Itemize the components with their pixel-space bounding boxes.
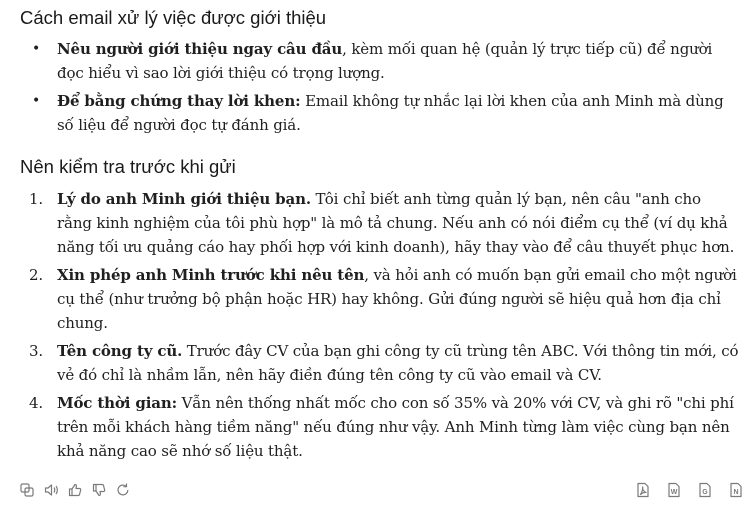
list-number: 2.	[29, 266, 44, 284]
copy-icon[interactable]	[18, 481, 36, 499]
export-google-docs-letter: G	[702, 489, 708, 496]
list-item-text: Trước đây CV của bạn ghi công ty cũ trùng tên ABC. Với thông tin mới, có vẻ đó chỉ là nhầm lẫn, nên hãy điền đúng tên công ty cũ vào email và CV.	[57, 342, 739, 384]
list-item	[20, 391, 740, 463]
section-heading-email-handling: Cách email xử lý việc được giới thiệu	[20, 7, 327, 28]
regenerate-icon[interactable]	[114, 481, 132, 499]
bullet-list	[20, 37, 740, 137]
list-item	[20, 37, 740, 85]
list-item-bold: Mốc thời gian:	[57, 394, 177, 412]
list-item-bold: Xin phép anh Minh trước khi nêu tên	[57, 266, 365, 284]
list-item-text: , và hỏi anh có muốn bạn gửi email cho một người cụ thể (như trưởng bộ phận hoặc HR) hay không. Gửi đúng người sẽ hiệu quả hơn địa chỉ chung.	[57, 266, 737, 332]
list-item-bold: Nêu người giới thiệu ngay câu đầu	[57, 40, 343, 58]
speaker-icon[interactable]	[42, 481, 60, 499]
list-item-text: Email không tự nhắc lại lời khen của anh Minh mà dùng số liệu để người đọc tự đánh giá.	[57, 92, 724, 134]
export-google-docs-icon[interactable]	[696, 481, 714, 499]
thumbs-up-icon[interactable]	[66, 481, 84, 499]
thumbs-down-icon[interactable]	[90, 481, 108, 499]
message-action-toolbar	[0, 481, 756, 501]
message-content	[20, 6, 740, 467]
export-notion-icon[interactable]	[727, 481, 745, 499]
bullet-marker: •	[32, 93, 41, 109]
list-item-text: Tôi chỉ biết anh từng quản lý bạn, nên câu "anh cho rằng kinh nghiệm của tôi phù hợp" là mô tả chung. Nếu anh có nói điểm cụ thể (ví dụ khả năng tối ưu quảng cáo hay phối hợp với kinh doanh), hãy thay vào để câu thuyết phục hơn.	[57, 190, 735, 256]
list-number: 3.	[29, 342, 44, 360]
list-item	[20, 187, 740, 259]
export-word-icon[interactable]	[665, 481, 683, 499]
list-number: 4.	[29, 394, 44, 412]
export-notion-letter: N	[733, 489, 739, 496]
numbered-list	[20, 187, 740, 463]
list-item	[20, 89, 740, 137]
export-pdf-icon[interactable]	[634, 481, 652, 499]
bullet-marker: •	[32, 41, 41, 57]
list-item-text: Vẫn nên thống nhất mốc cho con số 35% và 20% với CV, và ghi rõ "chi phí trên mỗi khách hàng tiềm năng" nếu đúng như vậy. Anh Minh từng làm việc cùng bạn nên khả năng cao sẽ nhớ số liệu thật.	[57, 394, 734, 460]
list-item-bold: Để bằng chứng thay lời khen:	[57, 92, 301, 110]
list-item	[20, 263, 740, 335]
list-item-bold: Lý do anh Minh giới thiệu bạn.	[57, 190, 311, 208]
list-number: 1.	[29, 190, 44, 208]
export-word-letter: W	[670, 489, 678, 496]
section-heading-check-before-send: Nên kiểm tra trước khi gửi	[20, 156, 236, 177]
list-item	[20, 339, 740, 387]
list-item-bold: Tên công ty cũ.	[57, 342, 183, 360]
list-item-text: , kèm mối quan hệ (quản lý trực tiếp cũ) để người đọc hiểu vì sao lời giới thiệu có trọng lượng.	[57, 40, 713, 82]
